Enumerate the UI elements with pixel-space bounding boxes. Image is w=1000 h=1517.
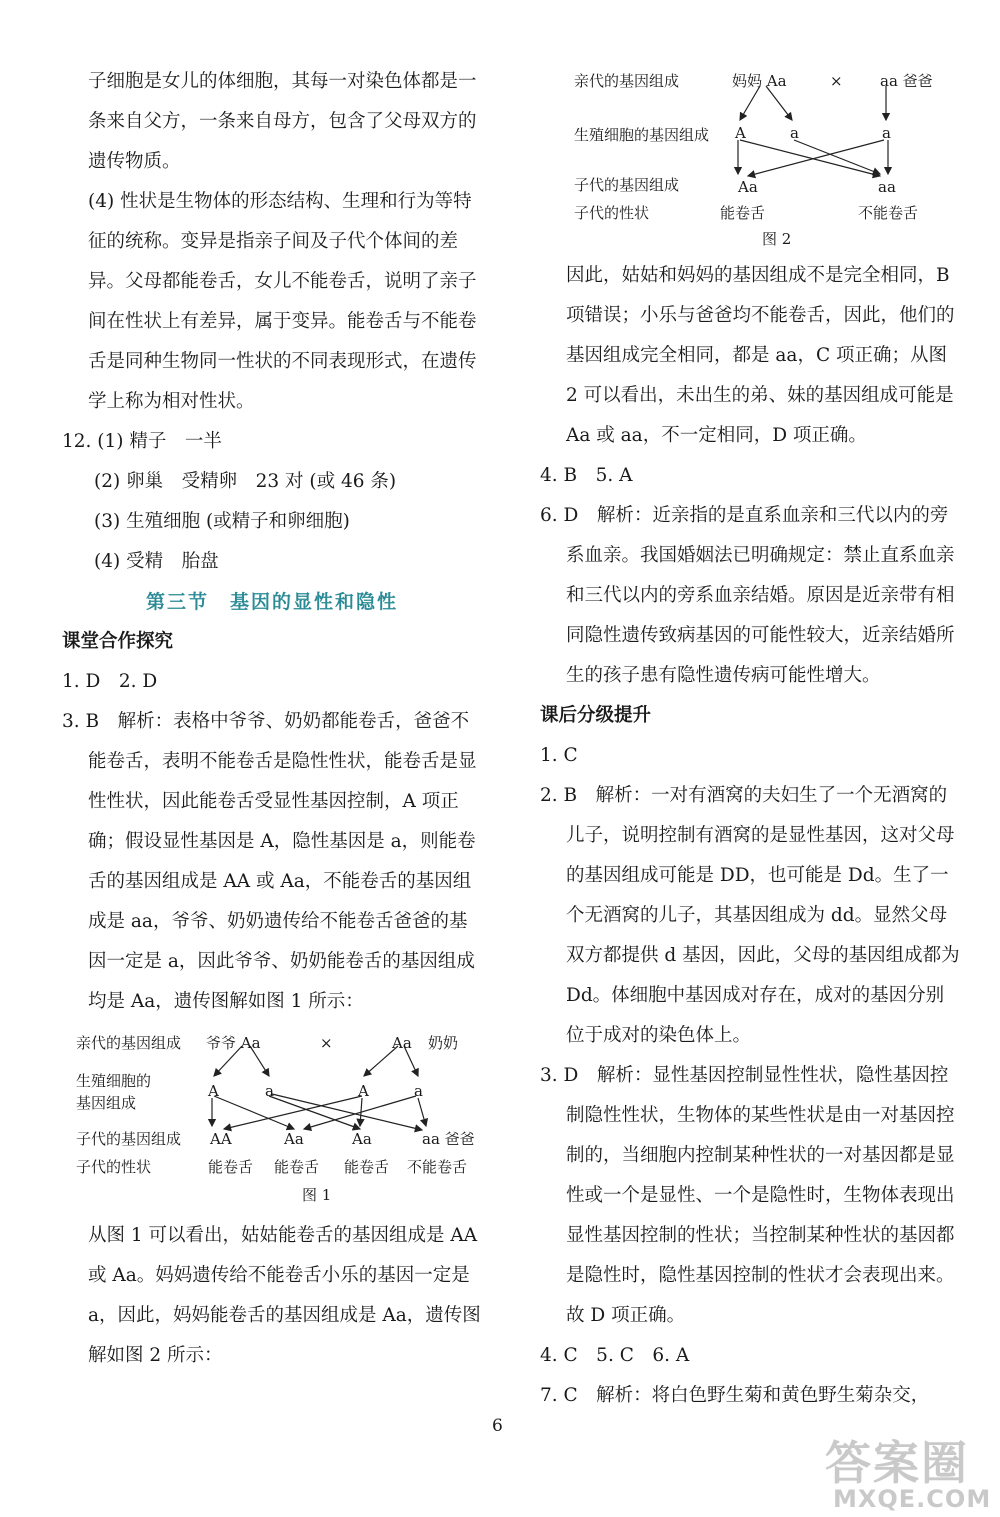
answer-1-2: 1. D 2. D	[62, 671, 158, 692]
fig2-label-parent: 亲代的基因组成	[574, 72, 680, 90]
answer-b1: 1. C	[540, 745, 578, 766]
fig2-caption: 图 2	[762, 230, 792, 248]
answer-12-1: 12. (1) 精子 一半	[62, 431, 222, 452]
fig2-label-child: 子代的基因组成	[574, 176, 680, 194]
fig1-gamete-2: a	[265, 1082, 274, 1100]
paragraph-after-fig2: 因此，姑姑和妈妈的基因组成不是完全相同，B 项错误；小乐与爸爸均不能卷舌，因此，他们的基因组成完全相同，都是 aa，C 项正确；从图 2 可以看出，未出生的弟、妹的基因组成可能是 Aa 或 aa，不一定相同，D 项正确。	[566, 265, 955, 446]
fig1-label-trait: 子代的性状	[76, 1158, 152, 1176]
figure-1-arrows	[62, 1026, 482, 1204]
paragraph-after-fig1: 从图 1 可以看出，姑姑能卷舌的基因组成是 AA 或 Aa。妈妈遗传给不能卷舌小乐的基因一定是 a，因此，妈妈能卷舌的基因组成是 Aa，遗传图解如图 2 所示：	[88, 1225, 481, 1366]
fig2-trait-2: 不能卷舌	[858, 204, 919, 222]
fig2-mom: 妈妈 Aa	[732, 72, 787, 90]
answer-3: 3. B 解析：表格中爷爷、奶奶都能卷舌，爸爸不能卷舌，表明不能卷舌是隐性性状，能卷舌是显性性状，因此能卷舌受显性基因控制，A 项正确；假设显性基因是 A，隐性基因是 a，则能卷舌的基因组成是 AA 或 Aa，不能卷舌的基因组成是 aa，爷爷、奶奶遗传给不能卷舌爸爸的基因一定是 a，因此爷爷、奶奶能卷舌的基因组成均是 Aa，遗传图解如图 1 所示：	[62, 711, 477, 1012]
page-number: 6	[492, 1416, 503, 1436]
answer-b7: 7. C 解析：将白色野生菊和黄色野生菊杂交，	[540, 1385, 930, 1406]
fig1-gamete-4: a	[414, 1082, 423, 1100]
fig1-cross: ×	[320, 1034, 333, 1052]
fig1-gamete-3: A	[358, 1082, 369, 1100]
figure-2-genetic-diagram	[540, 64, 960, 250]
fig2-child-2: aa	[878, 178, 896, 196]
fig1-gamete-1: A	[208, 1082, 219, 1100]
fig1-child-4: aa 爸爸	[422, 1130, 475, 1148]
fig1-child-3: Aa	[352, 1130, 372, 1148]
watermark-text: 答案圈	[825, 1436, 969, 1490]
fig1-child-1: AA	[210, 1130, 232, 1148]
left-column	[62, 62, 482, 1376]
fig2-gamete-2: a	[790, 124, 799, 142]
watermark-logo	[795, 1425, 995, 1517]
answer-12-2: (2) 卵巢 受精卵 23 对 (或 46 条)	[94, 471, 397, 492]
right-column	[540, 64, 960, 1416]
fig1-trait-1: 能卷舌	[208, 1158, 254, 1176]
fig1-label-gamete-1: 生殖细胞的	[76, 1072, 152, 1090]
answer-12-4: (4) 受精 胎盘	[94, 551, 219, 572]
answer-4-5: 4. B 5. A	[540, 465, 633, 486]
paragraph-trait-variation: (4) 性状是生物体的形态结构、生理和行为等特征的统称。变异是指亲子间及子代个体间的差异。父母都能卷舌，女儿不能卷舌，说明了亲子间在性状上有差异，属于变异。能卷舌与不能卷舌是同种生物同一性状的不同表现形式，在遗传学上称为相对性状。	[88, 191, 477, 412]
fig2-child-1: Aa	[738, 178, 758, 196]
fig1-grandma: 奶奶	[428, 1034, 459, 1052]
fig1-grandma-genotype: Aa	[392, 1034, 412, 1052]
fig2-trait-1: 能卷舌	[720, 204, 766, 222]
fig1-child-2: Aa	[284, 1130, 304, 1148]
answer-b4-6: 4. C 5. C 6. A	[540, 1345, 690, 1366]
figure-2-arrows	[540, 64, 960, 250]
fig2-label-gamete: 生殖细胞的基因组成	[574, 126, 710, 144]
fig1-caption: 图 1	[302, 1186, 332, 1204]
fig2-cross: ×	[830, 72, 843, 90]
fig1-label-gamete-2: 基因组成	[76, 1094, 137, 1112]
answer-b3: 3. D 解析：显性基因控制显性性状，隐性基因控制隐性性状，生物体的某些性状是由一对基因控制的，当细胞内控制某种性状的一对基因都是显性或一个是显性、一个是隐性时，生物体表现出显性基因控制的性状；当控制某种性状的基因都是隐性时，隐性基因控制的性状才会表现出来。故 D 项正确。	[540, 1065, 955, 1326]
answer-12-3: (3) 生殖细胞 (或精子和卵细胞)	[94, 511, 350, 532]
figure-1-genetic-diagram	[62, 1026, 482, 1204]
heading-class-inquiry: 课堂合作探究	[62, 631, 174, 652]
fig2-label-trait: 子代的性状	[574, 204, 650, 222]
answer-6: 6. D 解析：近亲指的是直系血亲和三代以内的旁系血亲。我国婚姻法已明确规定：禁止直系血亲和三代以内的旁系血亲结婚。原因是近亲带有相同隐性遗传致病基因的可能性较大，近亲结婚所生的孩子患有隐性遗传病可能性增大。	[540, 505, 955, 686]
fig1-grandpa: 爷爷 Aa	[206, 1034, 261, 1052]
fig1-trait-4: 不能卷舌	[407, 1158, 468, 1176]
fig1-label-parent: 亲代的基因组成	[76, 1034, 182, 1052]
heading-after-class: 课后分级提升	[540, 705, 652, 726]
section-title: 第三节 基因的显性和隐性	[145, 591, 398, 613]
fig2-dad: aa 爸爸	[880, 72, 933, 90]
fig1-trait-3: 能卷舌	[344, 1158, 390, 1176]
fig1-trait-2: 能卷舌	[274, 1158, 320, 1176]
paragraph-chromosome: 子细胞是女儿的体细胞，其每一对染色体都是一条来自父方，一条来自母方，包含了父母双方的遗传物质。	[88, 71, 477, 172]
fig1-label-child: 子代的基因组成	[76, 1130, 182, 1148]
fig2-gamete-1: A	[735, 124, 746, 142]
fig2-gamete-3: a	[882, 124, 891, 142]
answer-b2: 2. B 解析：一对有酒窝的夫妇生了一个无酒窝的儿子，说明控制有酒窝的是显性基因，这对父母的基因组成可能是 DD，也可能是 Dd。生了一个无酒窝的儿子，其基因组成为 dd。显然父母双方都提供 d 基因，因此，父母的基因组成都为 Dd。体细胞中基因成对存在，成对的基因分别位于成对的染色体上。	[540, 785, 960, 1046]
watermark-url: MXQE.COM	[833, 1485, 992, 1513]
